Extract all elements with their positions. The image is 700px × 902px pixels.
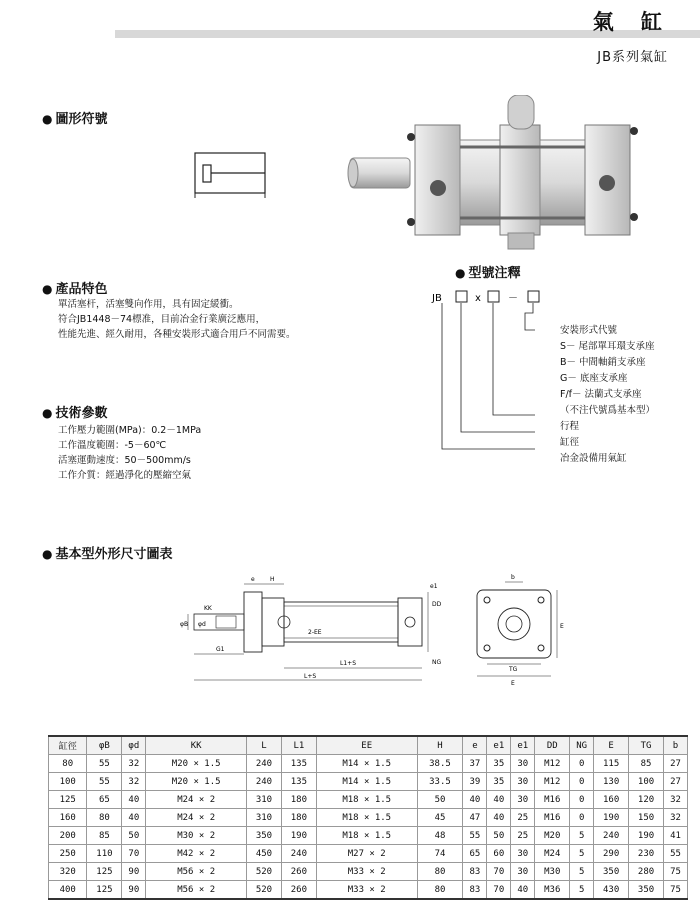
table-cell: 350 <box>629 881 664 900</box>
table-cell: 240 <box>247 773 282 791</box>
table-cell: 65 <box>87 791 122 809</box>
table-cell: 55 <box>87 755 122 773</box>
table-cell: M36 <box>535 881 570 900</box>
end-label-E: E <box>511 680 515 687</box>
table-cell: 40 <box>122 791 146 809</box>
table-header-row <box>49 736 688 755</box>
dim-label-phid: φd <box>198 621 206 628</box>
dim-label-LS: L+S <box>304 673 317 680</box>
table-cell: 260 <box>281 863 316 881</box>
table-cell: 55 <box>463 827 487 845</box>
model-mount-option: F/f－ 法蘭式支承座 <box>560 389 642 400</box>
table-cell: 25 <box>511 827 535 845</box>
params-line: 工作介質：經過淨化的壓縮空氣 <box>58 470 192 481</box>
table-cell: M56 × 2 <box>146 863 247 881</box>
section-model-label: 型號注釋 <box>468 266 521 281</box>
table-cell: 430 <box>594 881 629 900</box>
table-header-cell: EE <box>316 736 417 755</box>
table-cell: 310 <box>247 809 282 827</box>
table-cell: 250 <box>49 845 87 863</box>
model-code-diagram <box>430 285 570 450</box>
table-cell: M12 <box>535 773 570 791</box>
table-cell: 70 <box>487 881 511 900</box>
params-line: 工作溫度範圍：-5－60℃ <box>58 440 167 451</box>
table-cell: 320 <box>49 863 87 881</box>
table-header-cell: φd <box>122 736 146 755</box>
table-cell: 130 <box>594 773 629 791</box>
table-cell: 190 <box>281 827 316 845</box>
table-cell: 240 <box>247 755 282 773</box>
table-cell: M14 × 1.5 <box>316 755 417 773</box>
table-cell: 310 <box>247 791 282 809</box>
table-cell: M18 × 1.5 <box>316 809 417 827</box>
table-cell: 37 <box>463 755 487 773</box>
table-cell: 85 <box>629 755 664 773</box>
section-params-label: 技術參數 <box>55 406 108 421</box>
table-header-cell: L <box>247 736 282 755</box>
table-cell: M24 × 2 <box>146 791 247 809</box>
page-title: 氣 缸 <box>592 10 672 34</box>
table-cell: 230 <box>629 845 664 863</box>
dim-label-phiB: φB <box>180 621 189 628</box>
model-sep1: x <box>475 293 481 304</box>
table-header-cell: DD <box>535 736 570 755</box>
table-cell: 48 <box>417 827 463 845</box>
table-header-cell: NG <box>570 736 594 755</box>
table-cell: 83 <box>463 881 487 900</box>
table-cell: 70 <box>122 845 146 863</box>
model-stroke: 行程 <box>560 421 580 432</box>
table-cell: M20 <box>535 827 570 845</box>
table-body <box>49 755 688 900</box>
table-cell: 135 <box>281 773 316 791</box>
dim-label-DD: DD <box>432 601 442 608</box>
table-cell: 400 <box>49 881 87 900</box>
section-params-heading: ● 技術參數 <box>42 406 108 421</box>
table-cell: M33 × 2 <box>316 881 417 900</box>
table-header-cell: E <box>594 736 629 755</box>
table-cell: 290 <box>594 845 629 863</box>
model-legend <box>560 323 655 467</box>
table-cell: M18 × 1.5 <box>316 827 417 845</box>
model-mount-title: 安裝形式代號 <box>560 325 618 336</box>
table-header-cell: H <box>417 736 463 755</box>
table-cell: 83 <box>463 863 487 881</box>
table-cell: M56 × 2 <box>146 881 247 900</box>
features-line: 符合JB1448－74標准，目前冶金行業廣泛應用， <box>58 314 266 325</box>
table-row <box>49 791 688 809</box>
model-mount-option: （不注代號爲基本型） <box>560 405 656 416</box>
table-cell: 25 <box>511 809 535 827</box>
table-header-cell: e1 <box>511 736 535 755</box>
table-cell: 30 <box>511 755 535 773</box>
table-row <box>49 881 688 900</box>
table-cell: 150 <box>629 809 664 827</box>
table-cell: 65 <box>463 845 487 863</box>
table-cell: 60 <box>487 845 511 863</box>
table-cell: 85 <box>87 827 122 845</box>
dimension-drawing-side <box>180 570 460 688</box>
table-cell: 74 <box>417 845 463 863</box>
table-cell: 520 <box>247 881 282 900</box>
table-cell: 100 <box>49 773 87 791</box>
table-cell: M20 × 1.5 <box>146 773 247 791</box>
table-cell: 200 <box>49 827 87 845</box>
table-cell: 125 <box>87 863 122 881</box>
table-cell: 0 <box>570 791 594 809</box>
dim-label-KK: KK <box>204 605 212 612</box>
params-line: 活塞運動速度：50－500mm/s <box>58 455 191 466</box>
table-header-cell: L1 <box>281 736 316 755</box>
end-label-TG: TG <box>509 666 518 673</box>
table-cell: 32 <box>664 809 688 827</box>
table-cell: M30 × 2 <box>146 827 247 845</box>
table-cell: 80 <box>49 755 87 773</box>
table-cell: 45 <box>417 809 463 827</box>
table-cell: 180 <box>281 791 316 809</box>
table-cell: 70 <box>487 863 511 881</box>
model-mount-option: G－ 底座支承座 <box>560 373 628 384</box>
table-cell: 135 <box>281 755 316 773</box>
table-cell: M16 <box>535 809 570 827</box>
spec-table <box>48 735 688 900</box>
table-cell: 190 <box>629 827 664 845</box>
features-line: 性能先進、經久耐用，各種安裝形式適合用戶不同需要。 <box>58 329 296 340</box>
table-cell: 55 <box>664 845 688 863</box>
table-cell: 30 <box>511 845 535 863</box>
model-bore: 缸徑 <box>560 437 580 448</box>
table-cell: M42 × 2 <box>146 845 247 863</box>
table-cell: 75 <box>664 881 688 900</box>
table-cell: 350 <box>594 863 629 881</box>
table-cell: M27 × 2 <box>316 845 417 863</box>
table-cell: 125 <box>49 791 87 809</box>
table-header-cell: e <box>463 736 487 755</box>
model-mount-option: B－ 中間軸銷支承座 <box>560 357 646 368</box>
table-header-cell: e1 <box>487 736 511 755</box>
section-dims-heading: ● 基本型外形尺寸圖表 <box>42 547 173 562</box>
dim-label-H: H <box>270 576 275 583</box>
model-metallurgy: 冶金設備用氣缸 <box>560 453 627 464</box>
table-cell: 40 <box>487 791 511 809</box>
model-mount-option: S－ 尾部單耳環支承座 <box>560 341 655 352</box>
table-cell: 40 <box>463 791 487 809</box>
table-cell: 50 <box>487 827 511 845</box>
dim-label-G1: G1 <box>216 646 225 653</box>
table-cell: 0 <box>570 773 594 791</box>
table-cell: 5 <box>570 827 594 845</box>
dim-label-e: e <box>251 576 255 583</box>
table-cell: 32 <box>664 791 688 809</box>
table-cell: 30 <box>511 863 535 881</box>
table-header-cell: TG <box>629 736 664 755</box>
table-cell: 32 <box>122 755 146 773</box>
section-dims-label: 基本型外形尺寸圖表 <box>55 547 173 562</box>
end-label-E-vertical: E <box>560 623 564 630</box>
table-row <box>49 845 688 863</box>
table-cell: 5 <box>570 863 594 881</box>
params-text <box>58 423 201 483</box>
table-cell: 110 <box>87 845 122 863</box>
dim-label-NG: NG <box>432 659 442 666</box>
table-cell: 50 <box>122 827 146 845</box>
dim-label-L1S: L1+S <box>340 660 356 667</box>
table-cell: M24 <box>535 845 570 863</box>
table-cell: 80 <box>87 809 122 827</box>
table-cell: 190 <box>594 809 629 827</box>
table-cell: 41 <box>664 827 688 845</box>
table-cell: M16 <box>535 791 570 809</box>
table-cell: 40 <box>511 881 535 900</box>
section-symbol-label: 圖形符號 <box>55 112 108 127</box>
dimension-drawing-end <box>465 570 575 688</box>
table-row <box>49 827 688 845</box>
table-cell: 75 <box>664 863 688 881</box>
table-cell: 115 <box>594 755 629 773</box>
table-cell: 32 <box>122 773 146 791</box>
section-model-heading: ● 型號注釋 <box>455 266 521 281</box>
table-cell: 90 <box>122 881 146 900</box>
table-row <box>49 773 688 791</box>
table-cell: 38.5 <box>417 755 463 773</box>
pneumatic-symbol <box>185 148 275 198</box>
params-line: 工作壓力範圍(MPa)：0.2－1MPa <box>58 425 202 436</box>
table-cell: 39 <box>463 773 487 791</box>
table-cell: 240 <box>594 827 629 845</box>
table-cell: 27 <box>664 773 688 791</box>
table-cell: 90 <box>122 863 146 881</box>
table-cell: 260 <box>281 881 316 900</box>
table-cell: 280 <box>629 863 664 881</box>
model-sep2: － <box>508 293 518 304</box>
table-cell: M30 <box>535 863 570 881</box>
table-cell: 0 <box>570 809 594 827</box>
table-cell: 35 <box>487 773 511 791</box>
table-cell: 40 <box>487 809 511 827</box>
section-features-heading: ● 產品特色 <box>42 282 108 297</box>
table-cell: 30 <box>511 773 535 791</box>
table-cell: 40 <box>122 809 146 827</box>
table-cell: M33 × 2 <box>316 863 417 881</box>
table-cell: 100 <box>629 773 664 791</box>
table-cell: 240 <box>281 845 316 863</box>
page-subtitle: JB系列氣缸 <box>597 50 668 65</box>
features-text <box>58 297 296 342</box>
table-cell: M18 × 1.5 <box>316 791 417 809</box>
table-cell: M24 × 2 <box>146 809 247 827</box>
table-cell: 47 <box>463 809 487 827</box>
table-cell: M12 <box>535 755 570 773</box>
table-cell: 5 <box>570 881 594 900</box>
table-cell: 30 <box>511 791 535 809</box>
table-header-cell: b <box>664 736 688 755</box>
model-prefix: JB <box>432 293 442 304</box>
section-symbol-heading: ● 圖形符號 <box>42 112 108 127</box>
table-row <box>49 809 688 827</box>
table-row <box>49 755 688 773</box>
table-cell: 35 <box>487 755 511 773</box>
table-cell: 0 <box>570 755 594 773</box>
table-cell: 80 <box>417 863 463 881</box>
table-cell: 450 <box>247 845 282 863</box>
features-line: 單活塞杆，活塞雙向作用，具有固定緩衝。 <box>58 299 239 310</box>
table-header-cell: KK <box>146 736 247 755</box>
table-cell: 125 <box>87 881 122 900</box>
table-cell: 160 <box>594 791 629 809</box>
table-cell: 520 <box>247 863 282 881</box>
table-row <box>49 863 688 881</box>
end-label-b: b <box>511 574 515 581</box>
dim-label-e1: e1 <box>430 583 438 590</box>
table-header-cell: φB <box>87 736 122 755</box>
table-header-cell: 缸徑 <box>49 736 87 755</box>
table-cell: 55 <box>87 773 122 791</box>
table-cell: 180 <box>281 809 316 827</box>
table-cell: 5 <box>570 845 594 863</box>
section-features-label: 產品特色 <box>55 282 108 297</box>
table-cell: 27 <box>664 755 688 773</box>
table-cell: 160 <box>49 809 87 827</box>
cylinder-photo <box>345 95 655 255</box>
table-cell: 350 <box>247 827 282 845</box>
table-cell: M14 × 1.5 <box>316 773 417 791</box>
table-cell: M20 × 1.5 <box>146 755 247 773</box>
table-cell: 120 <box>629 791 664 809</box>
table-cell: 33.5 <box>417 773 463 791</box>
table-cell: 80 <box>417 881 463 900</box>
table-cell: 50 <box>417 791 463 809</box>
dim-label-ee: 2-EE <box>308 629 322 636</box>
